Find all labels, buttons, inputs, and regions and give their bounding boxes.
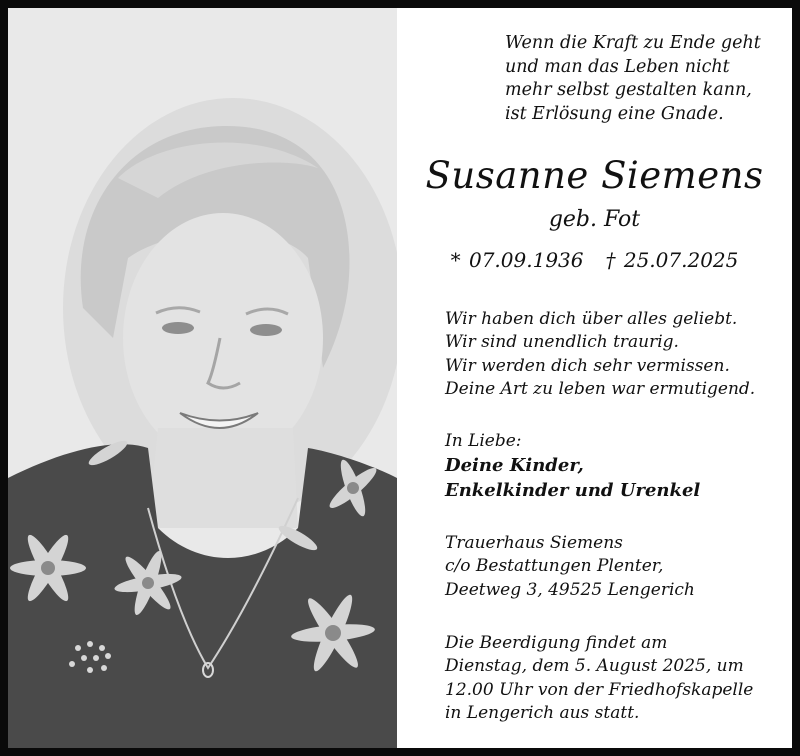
tribute-line: Wir haben dich über alles geliebt. [445,309,738,329]
signature-line: Deine Kinder, [445,455,584,477]
signature-block [445,430,700,503]
funeral-line: Die Beerdigung findet am [445,633,668,653]
tribute-line: Wir sind unendlich traurig. [445,332,679,353]
signature-intro: In Liebe: [445,431,522,451]
birth-date: * 07.09.1936 [450,248,584,272]
maiden-name: geb. Fot [548,207,641,232]
portrait-photo [8,8,397,748]
quote-verse [505,32,761,126]
tribute-line: Deine Art zu leben war ermutigend. [445,378,756,399]
address-line: c/o Bestattungen Plenter, [445,556,664,577]
signature-line: Enkelkinder und Urenkel [445,480,701,502]
quote-line: mehr selbst gestalten kann, [505,80,752,100]
quote-line: und man das Leben nicht [505,56,730,77]
quote-line: ist Erlösung eine Gnade. [505,103,724,124]
tribute-text [445,308,755,401]
deceased-name: Susanne Siemens [425,154,764,197]
life-dates [397,248,792,272]
obituary-text [397,8,792,748]
quote-line: Wenn die Kraft zu Ende geht [505,33,761,53]
mourning-address [445,532,695,602]
funeral-line: 12.00 Uhr von der Friedhofskapelle [445,679,754,700]
death-date: † 25.07.2025 [605,248,739,272]
tribute-line: Wir werden dich sehr vermissen. [445,355,730,376]
funeral-details [445,632,753,725]
address-line: Trauerhaus Siemens [445,533,623,553]
portrait-illustration [8,8,397,748]
address-line: Deetweg 3, 49525 Lengerich [445,579,695,600]
funeral-line: in Lengerich aus statt. [445,702,640,723]
funeral-line: Dienstag, dem 5. August 2025, um [445,656,744,677]
